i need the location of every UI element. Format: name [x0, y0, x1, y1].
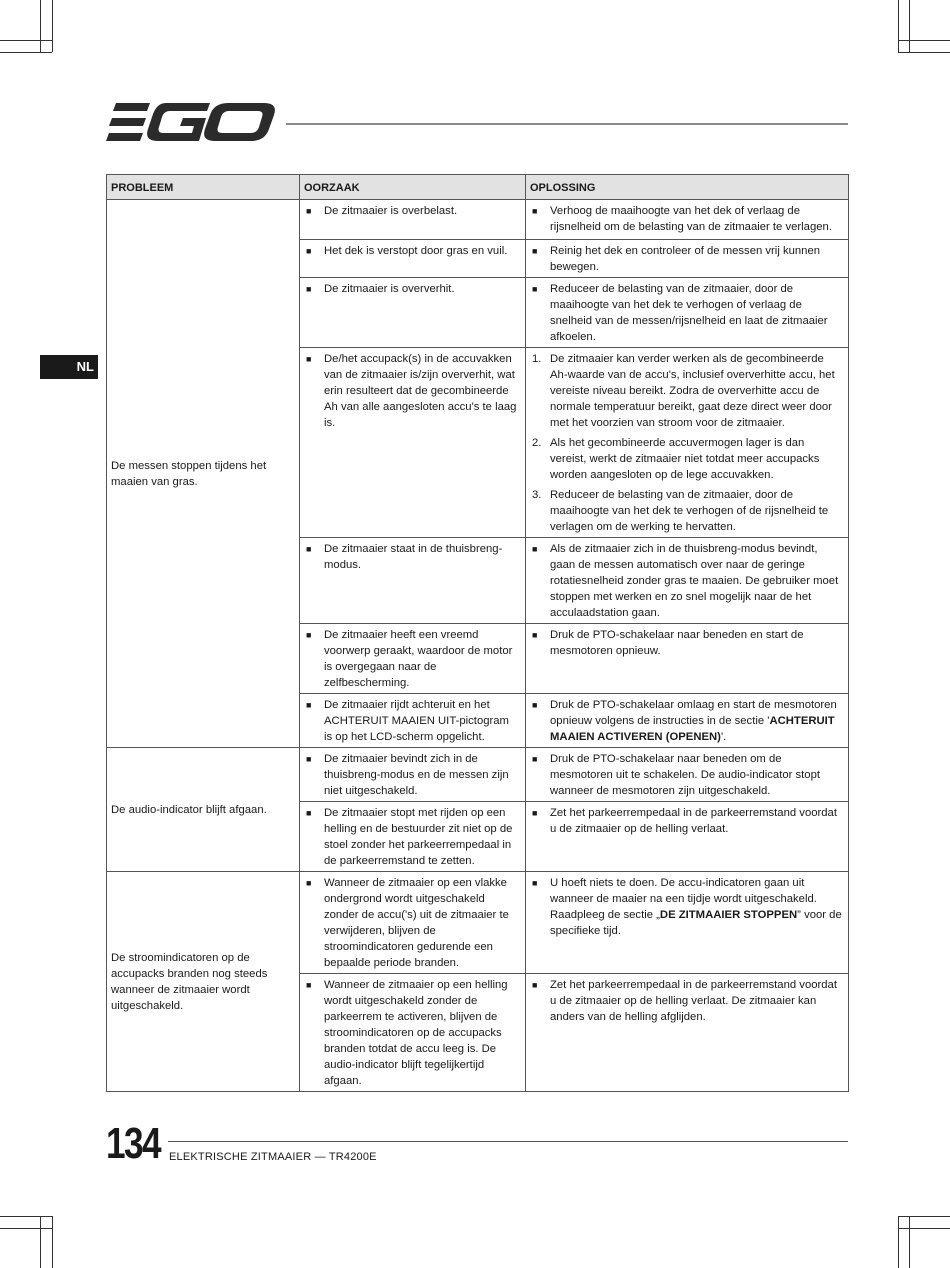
solution-text-pre: Druk de PTO-schakelaar omlaag en start de mesmotoren opnieuw volgens de instructies in de sectie ' — [550, 699, 837, 727]
bullet-icon: ■ — [306, 284, 312, 294]
cause-cell — [300, 974, 526, 1092]
cause-text: Wanneer de zitmaaier op een helling wordt uitgeschakeld zonder de parkeerrem te activeren, blijven de stroomindicatoren op de accupacks branden totdat de accu leeg is. De audio-indicator blijft tegelijkertijd afgaan. — [324, 979, 508, 1087]
header-rule — [286, 123, 848, 125]
problem-cell: De audio-indicator blijft afgaan. — [107, 748, 300, 872]
cause-text: De zitmaaier heeft een vreemd voorwerp geraakt, waardoor de motor is overgegaan naar de zelfbescherming. — [324, 629, 513, 689]
bullet-icon: ■ — [532, 544, 538, 554]
solution-cell — [526, 624, 849, 694]
step-text: Reduceer de belasting van de zitmaaier, door de maaihoogte van het dek te verhogen of de rijsnelheid te verlagen om de werking te hervatten. — [550, 489, 829, 533]
bullet-icon: ■ — [306, 878, 312, 888]
crop-mark — [0, 1216, 52, 1217]
solution-text — [550, 875, 842, 939]
crop-mark — [909, 0, 910, 52]
problem-cell: De stroomindicatoren op de accupacks branden nog steeds wanneer de zitmaaier wordt uitgeschakeld. — [107, 872, 300, 1092]
crop-mark — [40, 1216, 41, 1268]
header-cause: OORZAAK — [300, 175, 526, 200]
solution-text-post: '. — [720, 731, 727, 743]
cause-cell — [300, 694, 526, 748]
step-number: 1. — [532, 353, 542, 365]
step-text: De zitmaaier kan verder werken als de gecombineerde Ah-waarde van de accu's, inclusief oververhitte accu, het vereiste niveau bereikt. Zodra de oververhitte accu de normale temperatuur bereikt, gaat deze direct weer door met het voorzien van stroom voor de zitmaaier. — [550, 353, 835, 429]
crop-mark — [898, 40, 950, 41]
solution-step — [532, 487, 842, 535]
solution-cell — [526, 872, 849, 974]
bullet-icon: ■ — [306, 808, 312, 818]
solution-text: Zet het parkeerrempedaal in de parkeerremstand voordat u de zitmaaier op de helling verlaat. De zitmaaier kan anders van de helling afglijden. — [550, 979, 837, 1023]
bullet-icon: ■ — [532, 754, 538, 764]
cause-cell — [300, 278, 526, 348]
section-reference: ACHTERUIT MAAIEN ACTIVEREN (OPENEN) — [550, 715, 835, 743]
cause-text: De zitmaaier staat in de thuisbreng-modus. — [324, 543, 503, 571]
table-row — [107, 748, 849, 802]
troubleshooting-table — [106, 174, 849, 1092]
bullet-icon: ■ — [532, 630, 538, 640]
cause-text: De zitmaaier bevindt zich in de thuisbreng-modus en de messen zijn niet uitgeschakeld. — [324, 753, 509, 797]
crop-mark — [0, 1228, 52, 1229]
ego-logo — [106, 101, 276, 143]
step-text: Als het gecombineerde accuvermogen lager is dan vereist, werkt de zitmaaier niet totdat meer accupacks worden aangesloten op de lege accuvakken. — [550, 437, 820, 481]
solution-cell — [526, 278, 849, 348]
crop-mark — [0, 52, 52, 53]
bullet-icon: ■ — [306, 754, 312, 764]
header-solution: OPLOSSING — [526, 175, 849, 200]
header-problem: PROBLEEM — [107, 175, 300, 200]
bullet-icon: ■ — [306, 544, 312, 554]
bullet-icon: ■ — [306, 354, 312, 364]
step-number: 2. — [532, 437, 542, 449]
table-row — [107, 200, 849, 240]
step-number: 3. — [532, 489, 542, 501]
footer-title: ELEKTRISCHE ZITMAAIER — TR4200E — [169, 1151, 377, 1163]
solution-cell — [526, 538, 849, 624]
solution-text: Druk de PTO-schakelaar naar beneden om de mesmotoren uit te schakelen. De audio-indicator stopt wanneer de mesmotoren zijn uitgeschakeld. — [550, 753, 821, 797]
crop-mark — [898, 0, 899, 52]
footer-rule — [168, 1141, 848, 1142]
solution-text-post: ” voor de specifieke tijd. — [550, 909, 842, 937]
bullet-icon: ■ — [532, 808, 538, 818]
problem-cell: De messen stoppen tijdens het maaien van gras. — [107, 200, 300, 748]
crop-mark — [898, 52, 950, 53]
solution-text: Reduceer de belasting van de zitmaaier, door de maaihoogte van het dek te verhogen of verlaag de snelheid van de messen/rijsnelheid en laat de zitmaaier afkoelen. — [550, 283, 828, 343]
crop-mark — [898, 1216, 950, 1217]
crop-mark — [909, 1216, 910, 1268]
cause-cell — [300, 538, 526, 624]
page-number: 134 — [106, 1119, 160, 1168]
table-header-row — [107, 175, 849, 200]
cause-text: De zitmaaier stopt met rijden op een helling en de bestuurder zit niet op de stoel zonder het parkeerrempedaal in de parkeerremstand te zetten. — [324, 807, 513, 867]
cause-text: Wanneer de zitmaaier op een vlakke ondergrond wordt uitgeschakeld zonder de accu('s) uit de zitmaaier te verwijderen, blijven de stroomindicatoren gedurende een bepaalde periode branden. — [324, 877, 509, 969]
crop-mark — [0, 40, 52, 41]
solution-cell — [526, 694, 849, 748]
bullet-icon: ■ — [306, 630, 312, 640]
cause-cell — [300, 748, 526, 802]
solution-text: Druk de PTO-schakelaar naar beneden en start de mesmotoren opnieuw. — [550, 629, 804, 657]
crop-mark — [898, 1228, 950, 1229]
cause-text: De zitmaaier is overbelast. — [324, 205, 458, 217]
solution-text: Verhoog de maaihoogte van het dek of verlaag de rijsnelheid om de belasting van de zitmaaier te verlagen. — [550, 205, 832, 233]
bullet-icon: ■ — [306, 700, 312, 710]
solution-cell — [526, 748, 849, 802]
crop-mark — [40, 0, 41, 52]
bullet-icon: ■ — [532, 980, 538, 990]
cause-text: De/het accupack(s) in de accuvakken van de zitmaaier is/zijn oververhit, wat erin resulteert dat de gecombineerde Ah van alle aangesloten accu's te laag is. — [324, 353, 517, 429]
crop-mark — [52, 0, 53, 52]
cause-cell — [300, 872, 526, 974]
cause-cell — [300, 240, 526, 278]
cause-cell — [300, 348, 526, 538]
bullet-icon: ■ — [532, 700, 538, 710]
bullet-icon: ■ — [532, 246, 538, 256]
table-row — [107, 872, 849, 974]
solution-cell — [526, 348, 849, 538]
cause-cell — [300, 802, 526, 872]
solution-text: Als de zitmaaier zich in de thuisbreng-modus bevindt, gaan de messen automatisch over naar de geringe rotatiesnelheid zonder gras te maaien. De gebruiker moet stoppen met werken en zo snel mogelijk naar de het acculaadstation gaan. — [550, 543, 839, 619]
solution-text: Zet het parkeerrempedaal in de parkeerremstand voordat u de zitmaaier op de helling verlaat. — [550, 807, 837, 835]
cause-text: De zitmaaier rijdt achteruit en het ACHTERUIT MAAIEN UIT-pictogram is op het LCD-scherm opgelicht. — [324, 699, 509, 743]
bullet-icon: ■ — [532, 284, 538, 294]
solution-step — [532, 351, 842, 431]
solution-cell — [526, 240, 849, 278]
solution-text: Reinig het dek en controleer of de messen vrij kunnen bewegen. — [550, 245, 821, 273]
solution-cell — [526, 200, 849, 240]
cause-text: Het dek is verstopt door gras en vuil. — [324, 245, 508, 257]
solution-text-pre: U hoeft niets te doen. De accu-indicatoren gaan uit wanneer de maaier na een tijdje wordt uitgeschakeld. Raadpleeg de sectie „ — [550, 877, 817, 921]
cause-cell — [300, 200, 526, 240]
bullet-icon: ■ — [532, 878, 538, 888]
crop-mark — [898, 1216, 899, 1268]
bullet-icon: ■ — [306, 206, 312, 216]
crop-mark — [52, 1216, 53, 1268]
bullet-icon: ■ — [532, 206, 538, 216]
cause-cell — [300, 624, 526, 694]
section-reference: DE ZITMAAIER STOPPEN — [659, 909, 798, 921]
solution-step — [532, 435, 842, 483]
bullet-icon: ■ — [306, 980, 312, 990]
solution-cell — [526, 974, 849, 1092]
bullet-icon: ■ — [306, 246, 312, 256]
solution-text — [550, 697, 842, 745]
language-tab: NL — [40, 355, 98, 379]
cause-text: De zitmaaier is oververhit. — [324, 283, 455, 295]
solution-cell — [526, 802, 849, 872]
